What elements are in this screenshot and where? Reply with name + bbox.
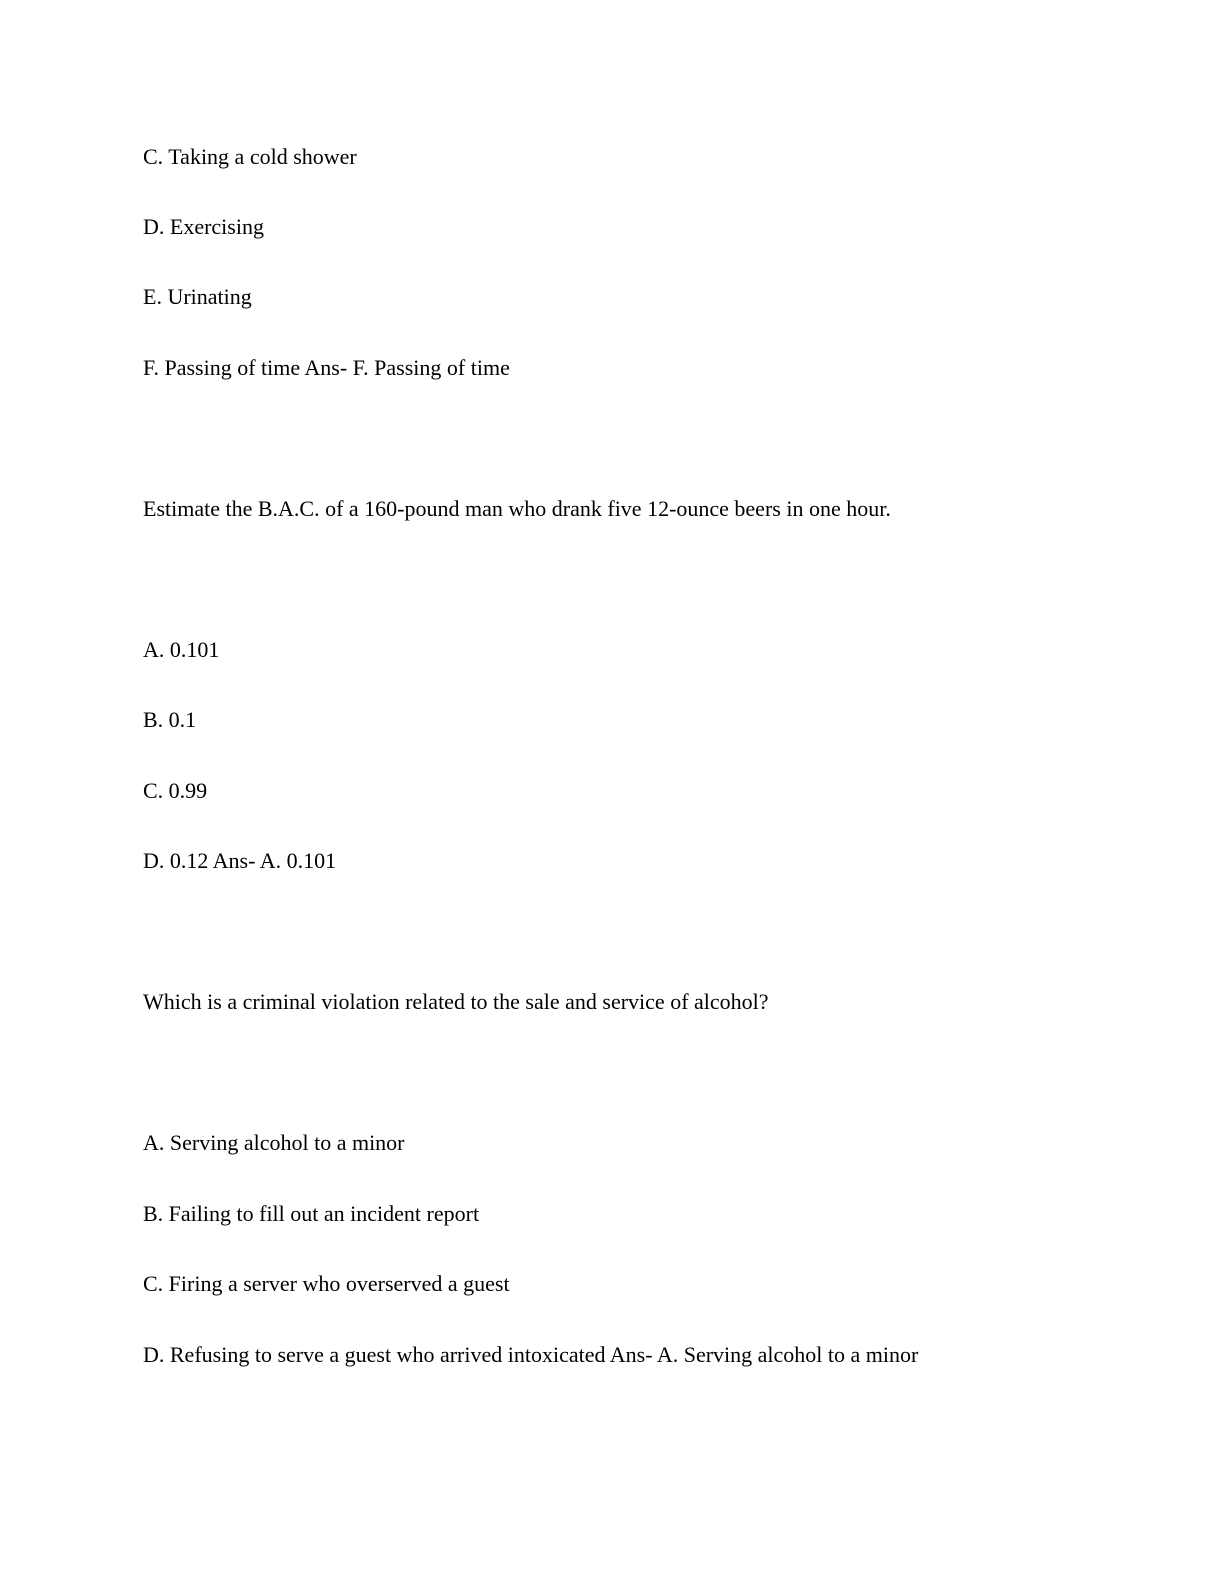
option-e-urinating: E. Urinating	[143, 284, 252, 309]
option-b-incident-report: B. Failing to fill out an incident report	[143, 1201, 480, 1226]
option-f-passing-of-time-with-answer: F. Passing of time Ans- F. Passing of time	[143, 355, 510, 380]
question-criminal-prompt: Which is a criminal violation related to the sale and service of alcohol?	[143, 989, 769, 1014]
option-c-0-99: C. 0.99	[143, 778, 208, 803]
option-d-refusing-service-with-answer: D. Refusing to serve a guest who arrived intoxicated Ans- A. Serving alcohol to a minor	[143, 1342, 919, 1367]
option-b-0-1: B. 0.1	[143, 707, 197, 732]
option-d-exercising: D. Exercising	[143, 214, 264, 239]
option-c-firing-server: C. Firing a server who overserved a guest	[143, 1271, 510, 1296]
option-c-cold-shower: C. Taking a cold shower	[143, 144, 357, 169]
option-a-serving-minor: A. Serving alcohol to a minor	[143, 1130, 405, 1155]
option-a-0-101: A. 0.101	[143, 637, 220, 662]
question-bac-prompt: Estimate the B.A.C. of a 160-pound man who drank five 12-ounce beers in one hour.	[143, 496, 891, 521]
option-d-0-12-with-answer: D. 0.12 Ans- A. 0.101	[143, 848, 337, 873]
